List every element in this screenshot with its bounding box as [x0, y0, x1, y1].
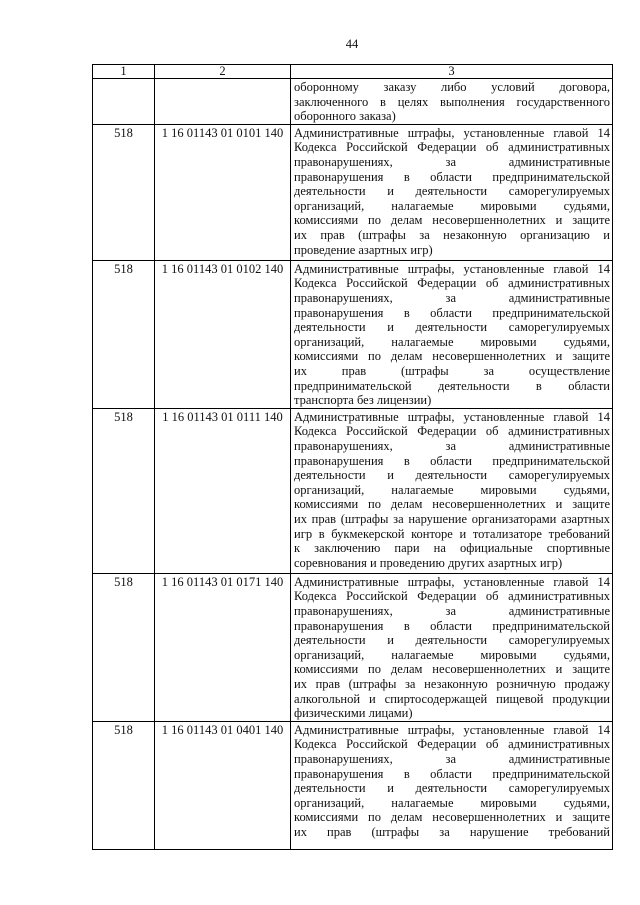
- fines-table: [92, 64, 613, 850]
- budget-code-cell: [155, 721, 291, 849]
- description-line: физическими лицами): [294, 706, 413, 721]
- table-row: [93, 260, 613, 408]
- description-line: правонарушения в области предпринимательской: [294, 169, 610, 184]
- description-line: их прав (штрафы за нарушение организаторами азартных: [294, 511, 610, 526]
- description-cell: [291, 260, 613, 408]
- table-body: [93, 79, 613, 850]
- description-line: Административные штрафы, установленные главой 14: [294, 574, 610, 589]
- table-row: [93, 721, 613, 849]
- description-cell: [291, 124, 613, 260]
- table-header: [93, 65, 613, 79]
- description-line: соревнования и проведению других азартных игр): [294, 555, 563, 570]
- budget-code-cell: [155, 260, 291, 408]
- admin-code-cell: [93, 721, 155, 849]
- description-line: комиссиями по делам несовершеннолетних и защите: [294, 810, 610, 825]
- description-line: комиссиями по делам несовершеннолетних и защите: [294, 213, 610, 228]
- description-line: организаций, налагаемые мировыми судьями,: [294, 647, 610, 662]
- description-line: правонарушения в области предпринимательской: [294, 766, 610, 781]
- description-line: Административные штрафы, установленные главой 14: [294, 125, 610, 140]
- description-line: деятельности и деятельности саморегулируемых: [294, 320, 610, 335]
- description-line: проведение азартных игр): [294, 242, 433, 257]
- description-line: Административные штрафы, установленные главой 14: [294, 409, 610, 424]
- description-line: деятельности и деятельности саморегулируемых: [294, 633, 610, 648]
- description-line: организаций, налагаемые мировыми судьями,: [294, 795, 610, 810]
- description-line: их прав (штрафы за незаконную розничную продажу: [294, 676, 610, 691]
- description-cell: [291, 721, 613, 849]
- budget-classification-code: 1 16 01143 01 0111 140: [162, 409, 283, 424]
- description-line: деятельности и деятельности саморегулируемых: [294, 468, 610, 483]
- budget-code-cell: [155, 124, 291, 260]
- admin-code-cell: [93, 573, 155, 721]
- admin-code-cell: [93, 124, 155, 260]
- description-line: игр в букмекерской конторе и тотализаторе требований: [294, 526, 610, 541]
- description-line: оборонного заказа): [294, 109, 396, 124]
- budget-code-cell: [155, 408, 291, 573]
- description-line: организаций, налагаемые мировыми судьями,: [294, 482, 610, 497]
- description-line: Кодекса Российской Федерации об административных: [294, 276, 610, 291]
- table-row: [93, 573, 613, 721]
- table-row: [93, 79, 613, 125]
- description-line: правонарушениях, за административные: [294, 290, 610, 305]
- description-line: их прав (штрафы за осуществление: [294, 363, 610, 378]
- admin-code-cell: [93, 79, 155, 125]
- description-line: правонарушения в области предпринимательской: [294, 453, 610, 468]
- table-row: [93, 408, 613, 573]
- description-line: Административные штрафы, установленные главой 14: [294, 261, 610, 276]
- description-line: оборонному заказу либо условий договора,: [294, 80, 610, 94]
- description-line: алкогольной и спиртосодержащей пищевой продукции: [294, 691, 610, 706]
- description-line: комиссиями по делам несовершеннолетних и защите: [294, 349, 610, 364]
- description-line: заключенного в целях выполнения государственного: [294, 94, 610, 109]
- budget-classification-code: 1 16 01143 01 0171 140: [161, 574, 284, 589]
- table-row: [93, 124, 613, 260]
- description-cell: [291, 408, 613, 573]
- admin-code-cell: [93, 408, 155, 573]
- description-line: Кодекса Российской Федерации об административных: [294, 737, 610, 752]
- description-line: организаций, налагаемые мировыми судьями,: [294, 198, 610, 213]
- budget-code-cell: [155, 573, 291, 721]
- description-cell: [291, 79, 613, 125]
- column-header-1: 1: [93, 65, 155, 79]
- description-line: предпринимательской деятельности в области: [294, 378, 610, 393]
- description-line: правонарушениях, за административные: [294, 154, 610, 169]
- description-line: Кодекса Российской Федерации об административных: [294, 140, 610, 155]
- budget-classification-code: 1 16 01143 01 0102 140: [161, 261, 284, 276]
- admin-code: 518: [114, 409, 133, 424]
- description-line: к заключению пари на официальные спортивные: [294, 541, 610, 556]
- description-line: транспорта без лицензии): [294, 393, 432, 408]
- description-line: правонарушениях, за административные: [294, 438, 610, 453]
- description-line: правонарушениях, за административные: [294, 751, 610, 766]
- admin-code: 518: [114, 125, 133, 140]
- description-line: Кодекса Российской Федерации об административных: [294, 424, 610, 439]
- description-line: Административные штрафы, установленные главой 14: [294, 722, 610, 737]
- description-line: комиссиями по делам несовершеннолетних и защите: [294, 662, 610, 677]
- admin-code: 518: [114, 574, 133, 589]
- admin-code: 518: [114, 722, 133, 737]
- budget-classification-code: 1 16 01143 01 0401 140: [161, 722, 284, 737]
- description-cell: [291, 573, 613, 721]
- description-line: правонарушения в области предпринимательской: [294, 305, 610, 320]
- description-line: их прав (штрафы за незаконную организацию и: [294, 227, 610, 242]
- admin-code-cell: [93, 260, 155, 408]
- description-line: Кодекса Российской Федерации об административных: [294, 589, 610, 604]
- budget-code-cell: [155, 79, 291, 125]
- admin-code: 518: [114, 261, 133, 276]
- page-number: 44: [345, 37, 359, 51]
- table-header-row: [93, 65, 613, 79]
- description-line: организаций, налагаемые мировыми судьями,: [294, 334, 610, 349]
- column-header-3: 3: [291, 65, 613, 79]
- column-header-2: 2: [155, 65, 291, 79]
- description-line: их прав (штрафы за нарушение требований: [294, 824, 610, 839]
- description-line: правонарушениях, за административные: [294, 603, 610, 618]
- description-line: комиссиями по делам несовершеннолетних и защите: [294, 497, 610, 512]
- budget-classification-code: 1 16 01143 01 0101 140: [161, 125, 284, 140]
- description-line: деятельности и деятельности саморегулируемых: [294, 781, 610, 796]
- description-line: правонарушения в области предпринимательской: [294, 618, 610, 633]
- description-line: деятельности и деятельности саморегулируемых: [294, 184, 610, 199]
